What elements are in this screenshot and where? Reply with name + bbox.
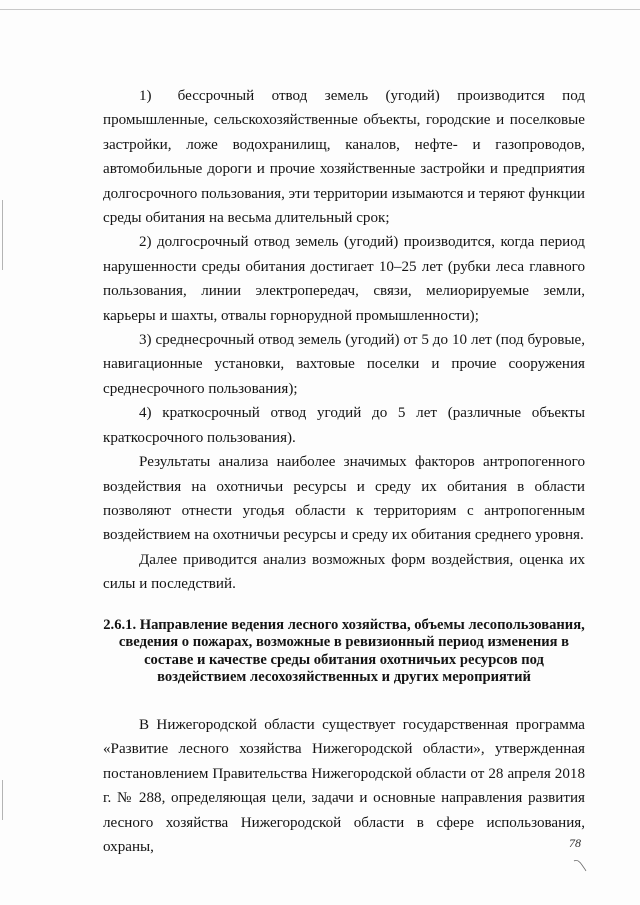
list-item-long-term-allotment: 2) долгосрочный отвод земель (угодий) производится, когда период нарушенности среды обитания достигает 10–25 лет (рубки леса главного пользования, линии электропередач, связи, мелиорируемые земли, карьеры и шахты, отвалы горнорудной промышленности); (103, 234, 585, 324)
analysis-results-paragraph: Результаты анализа наиболее значимых факторов антропогенного воздействия на охотничьи ресурсы и среду их обитания в области позволяют отнести угодья области к территориям с антропогенным воздействием на охотничьи ресурсы и среду их обитания среднего уровня. (103, 454, 585, 544)
list-item-short-term-allotment: 4) краткосрочный отвод угодий до 5 лет (различные объекты краткосрочного пользования). (103, 405, 585, 446)
scan-artifact-left (2, 200, 3, 270)
list-item-medium-term-allotment: 3) среднесрочный отвод земель (угодий) от 5 до 10 лет (под буровые, навигационные установки, вахтовые поселки и прочие сооружения среднесрочного пользования); (103, 332, 585, 397)
document-body (103, 84, 585, 859)
heading-spacer (103, 687, 585, 713)
state-program-paragraph: В Нижегородской области существует государственная программа «Развитие лесного хозяйства Нижегородской области», утвержденная постановлением Правительства Нижегородской области от 28 апреля 2018 г. № 288, определяющая цели, задачи и основные направления развития лесного хозяйства Нижегородской области в сфере использования, охраны, (103, 716, 585, 855)
page-number: 78 (569, 836, 581, 850)
section-heading: 2.6.1. Направление ведения лесного хозяйства, объемы лесопользования, сведения о пожарах, возможные в ревизионный период изменения в составе и качестве среды обитания охотничьих ресурсов под воздействием лесохозяйственных и других мероприятий (103, 616, 585, 686)
list-item-permanent-allotment: 1) бессрочный отвод земель (угодий) производится под промышленные, сельскохозяйственные объекты, городские и поселковые застройки, ложе водохранилищ, каналов, нефте- и газопроводов, автомобильные дороги и прочие хозяйственные застройки и предприятия долгосрочного пользования, эти территории изымаются и теряют функции среды обитания на весьма длительный срок; (103, 88, 585, 227)
scan-edge-line (0, 9, 640, 10)
scan-artifact-left-lower (2, 780, 3, 820)
handwritten-mark-icon (573, 858, 587, 872)
next-analysis-paragraph: Далее приводится анализ возможных форм воздействия, оценка их силы и последствий. (103, 551, 585, 593)
